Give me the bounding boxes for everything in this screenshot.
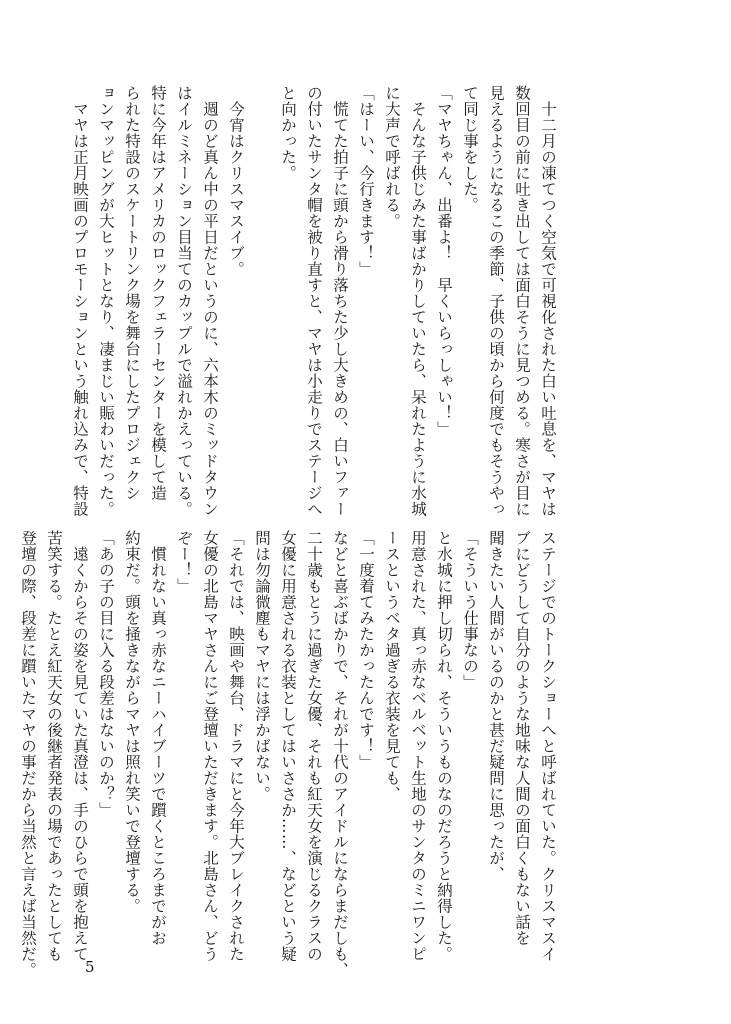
text-line: 女優に用意される衣装としてはいささか……、などという疑: [279, 530, 297, 962]
text-line: 二十歳もとうに過ぎた女優、それも紅天女を演じるクラスの: [305, 530, 323, 962]
text-line: 用意された、真っ赤なベルベット生地のサンタのミニワンピ: [409, 530, 427, 962]
page-number: 5: [85, 958, 95, 976]
text-line: 「あの子の目に入る段差はないのか？」: [97, 530, 115, 818]
text-line: 「はーい、今行きます！」: [357, 85, 375, 277]
text-line: と向かった。: [279, 85, 297, 181]
text-line: 遠くからその姿を見ていた真澄は、手のひらで頭を抱えて: [71, 530, 89, 962]
text-line: 今宵はクリスマスイブ。: [227, 85, 245, 277]
text-line: 聞きたい人間がいるのかと甚だ疑問に思ったが、: [487, 530, 505, 882]
text-line: 問は勿論微塵もマヤには浮かばない。: [253, 530, 271, 802]
text-line: ぞー！」: [175, 530, 193, 594]
text-line: マヤは正月映画のプロモーションという触れ込みで、特設: [71, 85, 89, 517]
text-line: などと喜ぶばかりで、それが十代のアイドルにならまだしも、: [331, 530, 349, 978]
text-line: 登壇の際、段差に躓いたマヤの事だから当然と言えば当然だ。: [19, 530, 37, 978]
text-line: はイルミネーション目当てのカップルで溢れかえっている。: [175, 85, 193, 517]
text-line: 「マヤちゃん、出番よ！ 早くいらっしゃい！」: [435, 85, 453, 437]
text-line: の付いたサンタ帽を被り直すと、マヤは小走りでステージへ: [305, 85, 323, 517]
text-line: て同じ事をした。: [461, 85, 479, 213]
text-line: られた特設のスケートリンク場を舞台にしたプロジェクシ: [123, 85, 141, 501]
text-line: 約束だ。頭を掻きながらマヤは照れ笑いで登壇する。: [123, 530, 141, 914]
text-line: ステージでのトークショーへと呼ばれていた。クリスマスイ: [539, 530, 557, 962]
text-line: ョンマッピングが大ヒットとなり、凄まじい賑わいだった。: [97, 85, 115, 517]
text-line: 特に今年はアメリカのロックフェラーセンターを模して造: [149, 85, 167, 501]
text-line: 「一度着てみたかったんです！」: [357, 530, 375, 770]
text-line: と水城に押し切られ、そういうものなのだろうと納得した。: [435, 530, 453, 962]
text-line: 苦笑する。たとえ紅天女の後継者発表の場であったとしても: [45, 530, 63, 962]
text-block-top: [67, 85, 561, 517]
text-line: そんな子供じみた事ばかりしていたら、呆れたように水城: [409, 85, 427, 517]
text-line: 十二月の凍てつく空気で可視化された白い吐息を、マヤは: [539, 85, 557, 517]
text-line: 数回目の前に吐き出しては面白そうに見つめる。寒さが目に: [513, 85, 531, 517]
text-line: 慣れない真っ赤なニーハイブーツで躓くところまでがお: [149, 530, 167, 946]
text-line: ースというベタ過ぎる衣装を見ても、: [383, 530, 401, 802]
text-line: に大声で呼ばれる。: [383, 85, 401, 229]
text-line: ブにどうして自分のような地味な人間の面白くもない話を: [513, 530, 531, 946]
text-line: 慌てた拍子に頭から滑り落ちた少し大きめの、白いファー: [331, 85, 349, 517]
text-line: 週のど真ん中の平日だというのに、六本木のミッドタウン: [201, 85, 219, 517]
text-line: 女優の北島マヤさんにご登壇いただきます。北島さん、どう: [201, 530, 219, 962]
text-line: 「そういう仕事なの」: [461, 530, 479, 690]
text-line: [249, 85, 275, 505]
text-line: 「それでは、映画や舞台、ドラマにと今年大ブレイクされた: [227, 530, 245, 962]
text-line: 見えるようになるこの季節、子供の頃から何度でもそうやっ: [487, 85, 505, 517]
text-block-bottom: [15, 530, 561, 978]
